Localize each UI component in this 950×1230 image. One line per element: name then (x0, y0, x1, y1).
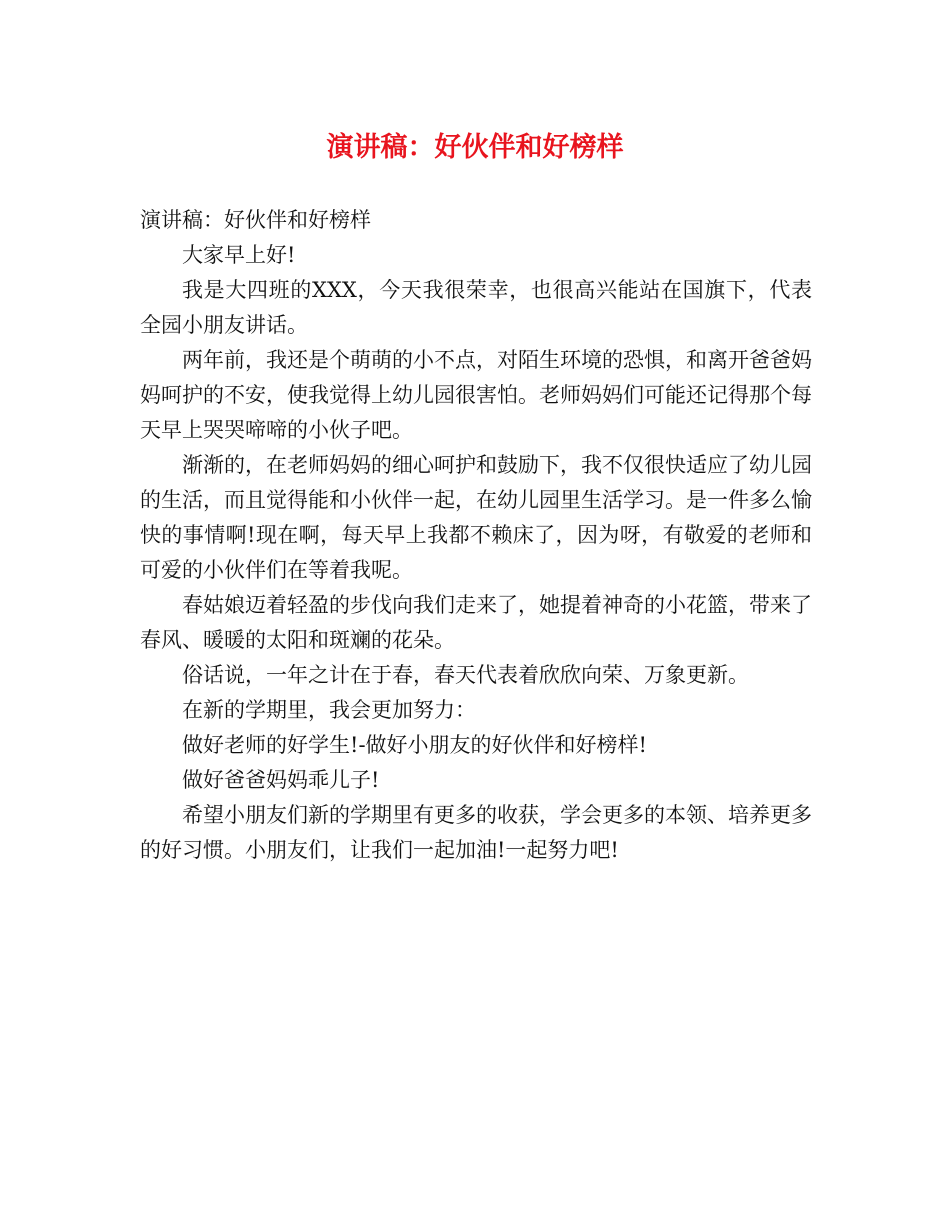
paragraph-good-son: 做好爸爸妈妈乖儿子! (182, 768, 380, 792)
document-body (140, 203, 812, 868)
paragraph-spring: 春姑娘迈着轻盈的步伐向我们走来了，她提着神奇的小花篮，带来了春风、暖暖的太阳和斑斓的花朵。 (140, 593, 812, 652)
paragraph-new-semester: 在新的学期里，我会更加努力： (182, 698, 476, 722)
paragraph-proverb: 俗话说，一年之计在于春，春天代表着欣欣向荣、万象更新。 (182, 663, 749, 687)
body-subtitle: 演讲稿：好伙伴和好榜样 (140, 208, 371, 232)
paragraph-closing: 希望小朋友们新的学期里有更多的收获，学会更多的本领、培养更多的好习惯。小朋友们，让我们一起加油!一起努力吧! (140, 803, 812, 862)
paragraph-greeting: 大家早上好! (182, 243, 296, 267)
paragraph-two-years-ago: 两年前，我还是个萌萌的小不点，对陌生环境的恐惧，和离开爸爸妈妈呵护的不安，使我觉得上幼儿园很害怕。老师妈妈们可能还记得那个每天早上哭哭啼啼的小伙子吧。 (140, 348, 812, 442)
paragraph-good-student: 做好老师的好学生!-做好小朋友的好伙伴和好榜样! (182, 733, 647, 757)
paragraph-introduction: 我是大四班的XXX，今天我很荣幸，也很高兴能站在国旗下，代表全园小朋友讲话。 (140, 278, 812, 337)
document-title: 演讲稿：好伙伴和好榜样 (326, 132, 624, 163)
paragraph-gradually: 渐渐的，在老师妈妈的细心呵护和鼓励下，我不仅很快适应了幼儿园的生活，而且觉得能和小伙伴一起，在幼儿园里生活学习。是一件多么愉快的事情啊!现在啊，每天早上我都不赖床了，因为呀，有敬爱的老师和可爱的小伙伴们在等着我呢。 (140, 453, 812, 582)
